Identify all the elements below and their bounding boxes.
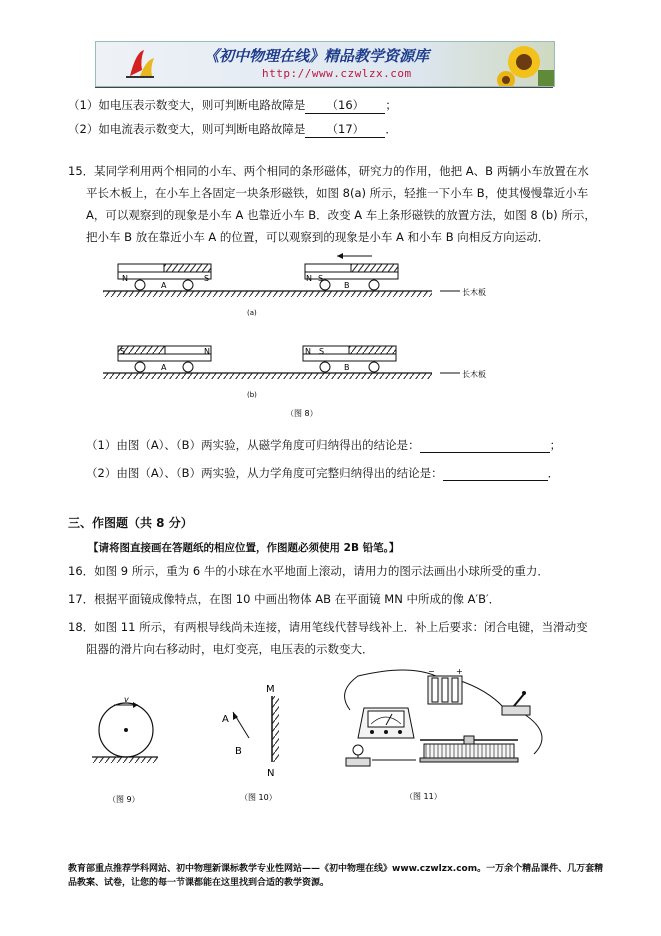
- fig8b-car-b-pole-s: S: [319, 347, 325, 356]
- fig8a-label: (a): [247, 309, 257, 317]
- logo-icon: [122, 46, 158, 82]
- fig10-a-label: A: [222, 714, 229, 725]
- q15-sub-1-end: ；: [549, 438, 562, 452]
- prev-item-2-text: （2）如电流表示数变大，则可判断电路故障是: [68, 122, 306, 136]
- figure-10: [215, 680, 295, 810]
- q15-sub-2-blank[interactable]: [443, 466, 548, 481]
- q15-sub-1-blank[interactable]: [420, 438, 550, 453]
- prev-item-2-end: ．: [385, 122, 397, 136]
- prev-item-1: [68, 97, 397, 114]
- voltmeter: [358, 708, 414, 738]
- q15-line-4: 把小车 B 放在靠近小车 A 的位置，可以观察到的现象是小车 A 和小车 B 向相反方向运动．: [86, 230, 550, 244]
- q16-text: 16．如图 9 所示，重为 6 牛的小球在水平地面上滚动，请用力的图示法画出小球所受的重力．: [68, 564, 549, 578]
- q15-sub-1: [86, 437, 561, 453]
- prev-item-2: [68, 121, 397, 138]
- push-arrow-icon: [337, 253, 372, 259]
- figure-8: [100, 248, 520, 423]
- fig8a-car-b-label: B: [344, 281, 350, 290]
- page-footer: 教育部重点推荐学科网站、初中物理新课标教学专业性网站——《初中物理在线》www.czwlzx.com。一万余个精品课件、几万套精品教案、试卷，让您的每一节课都能在这里找到合适的教学资源。: [68, 864, 604, 888]
- fig8b-ground: [103, 373, 460, 379]
- battery-minus: −: [428, 667, 435, 676]
- fig8a-car-a-label: A: [161, 281, 167, 290]
- fig10-m-label: M: [266, 684, 275, 695]
- figure-9: [88, 690, 178, 810]
- figure-11: [328, 662, 560, 807]
- section-3-title: 三、作图题（共 8 分）: [68, 516, 193, 530]
- fig11-caption: （图 11）: [405, 792, 442, 801]
- battery-plus: +: [456, 667, 463, 676]
- fig8a-board-label: 长木板: [462, 288, 486, 297]
- banner-title: 《初中物理在线》精品教学资源库: [204, 47, 430, 65]
- fig8b-car-b-pole-n: N: [305, 347, 311, 356]
- prev-item-1-text: （1）如电压表示数变大，则可判断电路故障是: [68, 98, 306, 112]
- fig8a-car-b-pole-n: N: [306, 274, 312, 283]
- fig8-caption: （图 8）: [286, 409, 318, 418]
- light-bulb: [346, 745, 370, 766]
- sunflower-icon: [494, 42, 554, 86]
- fig10-n-label: N: [267, 768, 275, 779]
- q15-line-2: 平长木板上，在小车上各固定一块条形磁铁，如图 8(a) 所示，轻推一下小车 B，使其慢慢靠近小车: [86, 186, 589, 200]
- q15-line-3: A，可以观察到的现象是小车 A 也靠近小车 B．改变 A 车上条形磁铁的放置方法，如图 8 (b) 所示，: [86, 208, 596, 222]
- fig8b-car-b: [303, 346, 396, 372]
- q15-sub-2: [86, 465, 559, 481]
- fig9-ground: [92, 757, 158, 763]
- fig8b-car-b-label: B: [344, 363, 350, 372]
- q15-sub-2-end: ．: [547, 466, 560, 480]
- header-banner: [95, 41, 555, 87]
- q15-sub-2-text: （2）由图（A）、（B）两实验，从力学角度可完整归纳得出的结论是：: [86, 466, 443, 480]
- fig8a-ground: [103, 291, 460, 297]
- fig8a-pole-n: N: [122, 274, 128, 283]
- object-ab-arrow: [233, 712, 249, 738]
- fig8b-label: (b): [247, 391, 257, 399]
- rheostat: [420, 736, 518, 762]
- q15-line-1: 15．某同学利用两个相同的小车、两个相同的条形磁体，研究力的作用，他把 A、B 两辆小车放置在水: [68, 164, 589, 178]
- answer-blank-16[interactable]: （16）: [305, 97, 385, 114]
- q18-line-2: 阻器的滑片向右移动时，电灯变亮，电压表的示数变大．: [86, 642, 374, 656]
- q17-text: 17．根据平面镜成像特点，在图 10 中画出物体 AB 在平面镜 MN 中所成的像 A′B′．: [68, 592, 501, 606]
- fig9-caption: （图 9）: [108, 795, 140, 804]
- fig8a-pole-s: S: [204, 274, 210, 283]
- battery-pack: [428, 667, 463, 704]
- fig9-v-label: v: [124, 695, 129, 704]
- header-rule: [95, 87, 553, 88]
- section-3-note: 【请将图直接画在答题纸的相应位置，作图题必须使用 2B 铅笔。】: [88, 542, 400, 554]
- answer-blank-17[interactable]: （17）: [305, 121, 385, 138]
- q18-line-1: 18．如图 11 所示，有两根导线尚未连接，请用笔线代替导线补上．补上后要求：闭合电键，当滑动变: [68, 620, 588, 634]
- fig10-caption: （图 10）: [240, 793, 277, 802]
- fig8b-pole-s: S: [120, 347, 126, 356]
- fig8a-car-b-pole-s: S: [318, 274, 324, 283]
- q15-sub-1-text: （1）由图（A）、（B）两实验，从磁学角度可归纳得出的结论是：: [86, 438, 420, 452]
- switch: [502, 691, 530, 715]
- prev-item-1-end: ；: [385, 98, 397, 112]
- banner-url[interactable]: http://www.czwlzx.com: [262, 67, 412, 80]
- fig10-b-label: B: [235, 746, 242, 757]
- fig8b-car-a-label: A: [161, 363, 167, 372]
- fig8b-board-label: 长木板: [462, 370, 486, 379]
- fig8b-pole-n: N: [204, 347, 210, 356]
